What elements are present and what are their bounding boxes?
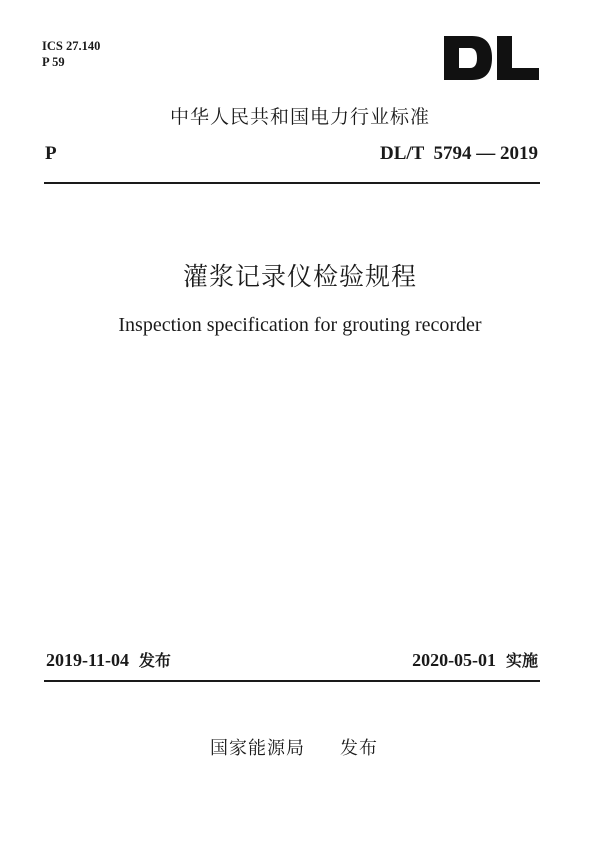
dl-logo: [442, 35, 540, 81]
standard-category: P: [45, 143, 57, 164]
implementation-label: 实施: [505, 651, 538, 670]
ics-code: ICS 27.140: [42, 39, 101, 53]
issue-label: 发布: [138, 651, 171, 670]
classification-code: P 59: [42, 55, 65, 69]
dl-logo-letter-l: [497, 36, 539, 80]
issue-date: 2019-11-04: [46, 650, 129, 670]
standard-type-title: 中华人民共和国电力行业标准: [169, 106, 430, 128]
standard-number: DL/T 5794 — 2019: [379, 143, 538, 164]
document-title-english: Inspection specification for grouting recorder: [118, 314, 482, 336]
dl-logo-letter-d: [444, 36, 492, 80]
publisher: 国家能源局: [210, 738, 305, 759]
document-title-chinese: 灌浆记录仪检验规程: [182, 262, 417, 291]
implementation-date: 2020-05-01: [412, 650, 497, 670]
publisher-action: 发布: [340, 738, 378, 759]
implementation-date-line: [412, 648, 538, 673]
issue-date-line: [46, 648, 171, 673]
top-divider: [44, 182, 540, 184]
bottom-divider: [44, 680, 540, 682]
